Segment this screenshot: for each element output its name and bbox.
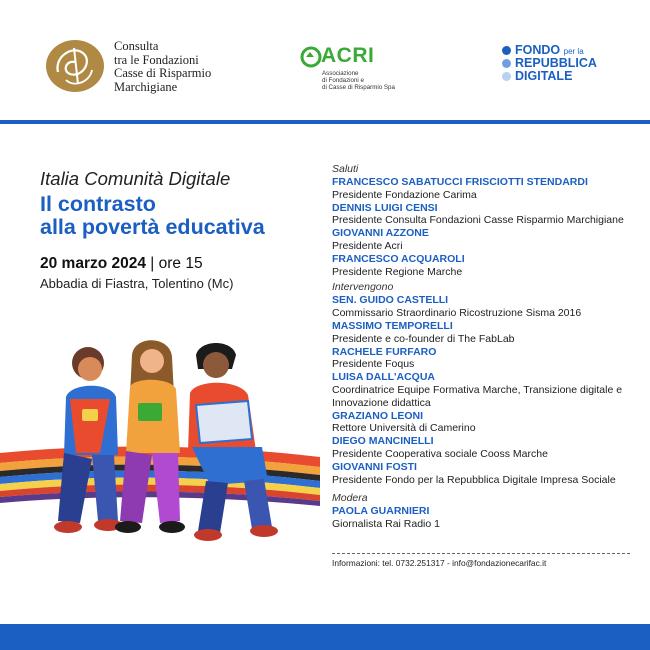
- fondo-dot-icon: [502, 46, 511, 55]
- speaker-name: FRANCESCO SABATUCCI FRISCIOTTI STENDARDI: [332, 176, 588, 188]
- event-title-line: alla povertà educativa: [40, 215, 265, 239]
- speaker-role: Presidente Acri: [332, 239, 403, 252]
- section-label-modera: Modera: [332, 492, 368, 505]
- consulta-line: Marchigiane: [114, 79, 178, 94]
- speaker-name: LUISA DALL'ACQUA: [332, 371, 436, 384]
- event-title: [40, 193, 265, 239]
- acri-sub-line: Associazione: [322, 70, 359, 77]
- acri-sub-line: di Fondazioni e: [322, 77, 364, 84]
- speaker-name: DENNIS LUIGI CENSI: [332, 201, 438, 214]
- person-right-icon: [188, 343, 278, 541]
- speaker-name: GRAZIANO LEONI: [332, 409, 423, 422]
- bottom-blue-band: [0, 624, 650, 650]
- speaker-role: Presidente Fondo per la Repubblica Digitale Impresa Sociale: [332, 473, 616, 486]
- speaker-role: Presidente Regione Marche: [332, 265, 463, 278]
- speaker-role: Commissario Straordinario Ricostruzione Sisma 2016: [332, 307, 582, 320]
- acri-logo: [300, 44, 410, 94]
- event-program: [332, 163, 642, 531]
- speaker-name: GIOVANNI AZZONE: [332, 227, 429, 240]
- consulta-logo: [44, 38, 244, 94]
- event-subtitle: Italia Comunità Digitale: [40, 168, 231, 189]
- fondo-line-2: REPUBBLICA: [515, 56, 597, 70]
- speaker-name: MASSIMO TEMPORELLI: [332, 319, 453, 332]
- event-date: 20 marzo 2024: [40, 255, 146, 272]
- fondo-dot-icon: [502, 72, 511, 81]
- fondo-line-3: DIGITALE: [515, 69, 573, 83]
- speaker-name: GIOVANNI FOSTI: [332, 460, 417, 473]
- acri-emblem-icon: [300, 46, 322, 68]
- contact-info: Informazioni: tel. 0732.251317 - info@fondazionecarifac.it: [332, 558, 547, 568]
- event-time: ore 15: [158, 255, 203, 272]
- person-left-icon: [54, 347, 122, 533]
- speaker-name: SEN. GUIDO CASTELLI: [332, 294, 449, 307]
- event-title-line: Il contrasto: [40, 192, 156, 216]
- speaker-name: RACHELE FURFARO: [332, 345, 437, 358]
- fondo-repubblica-digitale-logo: [502, 44, 612, 88]
- speaker-role: Presidente Consulta Fondazioni Casse Risparmio Marchigiane: [332, 214, 624, 227]
- fondo-dot-icon: [502, 59, 511, 68]
- speaker-role: Presidente e co-founder di The FabLab: [332, 332, 515, 345]
- section-label-saluti: Saluti: [332, 163, 359, 175]
- top-blue-band: [0, 120, 650, 124]
- contact-divider: [332, 553, 630, 554]
- event-date-time: [40, 255, 203, 273]
- speaker-name: FRANCESCO ACQUAROLI: [332, 252, 465, 265]
- speaker-role: Presidente Foqus: [332, 358, 415, 371]
- acri-sub-line: di Casse di Risparmio Spa: [322, 84, 395, 91]
- acri-subtitle: [322, 70, 395, 91]
- illustration-young-people-icon: [0, 335, 320, 565]
- speaker-name: PAOLA GUARNIERI: [332, 505, 430, 518]
- date-separator: |: [146, 255, 159, 272]
- speaker-role: Giornalista Rai Radio 1: [332, 518, 440, 531]
- speaker-role: Presidente Fondazione Carima: [332, 188, 477, 201]
- section-label-intervengono: Intervengono: [332, 281, 394, 294]
- consulta-line: Consulta: [114, 39, 159, 53]
- acri-name: ACRI: [321, 44, 375, 67]
- speaker-role: Coordinatrice Equipe Formativa Marche, Transizione digitale e Innovazione didattica: [332, 383, 623, 409]
- speaker-role: Presidente Cooperativa sociale Cooss Marche: [332, 447, 548, 460]
- consulta-name: [114, 40, 211, 94]
- person-middle-icon: [115, 340, 185, 533]
- speaker-role: Rettore Università di Camerino: [332, 422, 476, 435]
- fondo-word: FONDO: [515, 43, 561, 57]
- fondo-small-word: per la: [563, 47, 584, 56]
- speaker-name: DIEGO MANCINELLI: [332, 435, 434, 448]
- consulta-emblem-icon: [44, 38, 106, 94]
- consulta-line: Casse di Risparmio: [114, 66, 212, 80]
- event-venue: Abbadia di Fiastra, Tolentino (Mc): [40, 276, 234, 291]
- consulta-line: tra le Fondazioni: [114, 52, 199, 67]
